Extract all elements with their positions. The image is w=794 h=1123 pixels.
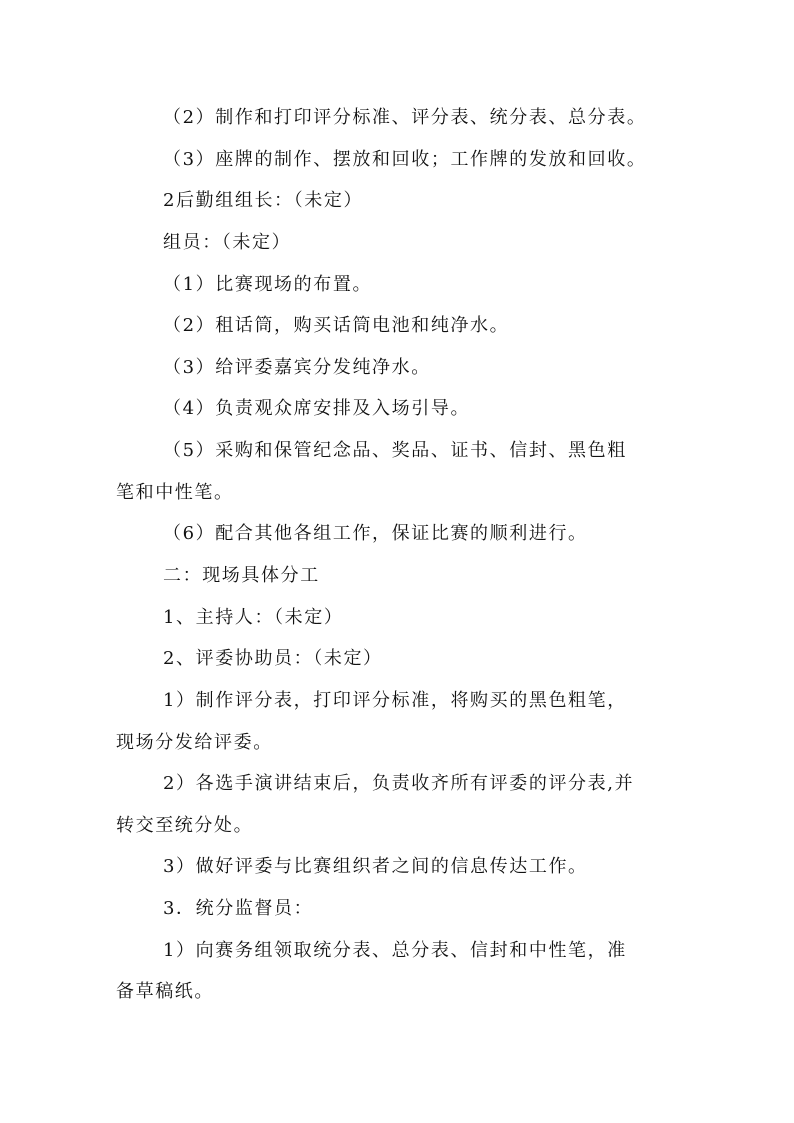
section-heading: 二：现场具体分工 [163, 565, 320, 586]
text-line: 1、主持人：（未定） [163, 607, 344, 628]
text-line: （5）采购和保管纪念品、奖品、证书、信封、黑色粗 [163, 440, 627, 461]
text-line: 笔和中性笔。 [116, 482, 234, 503]
text-line: 2）各选手演讲结束后，负责收齐所有评委的评分表,并 [163, 773, 635, 794]
text-line: （2）租话筒，购买话筒电池和纯净水。 [163, 315, 510, 336]
text-line: （3）给评委嘉宾分发纯净水。 [163, 357, 431, 378]
text-line: 现场分发给评委。 [116, 732, 273, 753]
text-line: （1）比赛现场的布置。 [163, 274, 373, 295]
text-line: （6）配合其他各组工作，保证比赛的顺利进行。 [163, 523, 588, 544]
text-line: 1）向赛务组领取统分表、总分表、信封和中性笔，准 [163, 940, 627, 961]
text-line: 2、评委协助员：（未定） [163, 648, 383, 669]
text-line: 3．统分监督员： [163, 898, 314, 919]
text-line: （4）负责观众席安排及入场引导。 [163, 398, 471, 419]
text-line: （3）座牌的制作、摆放和回收；工作牌的发放和回收。 [163, 149, 647, 170]
text-line: 转交至统分处。 [116, 815, 254, 836]
text-line: 2后勤组组长：（未定） [163, 190, 364, 211]
text-line: 备草稿纸。 [116, 981, 214, 1002]
text-line: （2）制作和打印评分标准、评分表、统分表、总分表。 [163, 107, 647, 128]
text-line: 3）做好评委与比赛组织者之间的信息传达工作。 [163, 856, 588, 877]
text-line: 组员：（未定） [163, 232, 292, 253]
text-line: 1）制作评分表，打印评分标准，将购买的黑色粗笔， [163, 690, 627, 711]
